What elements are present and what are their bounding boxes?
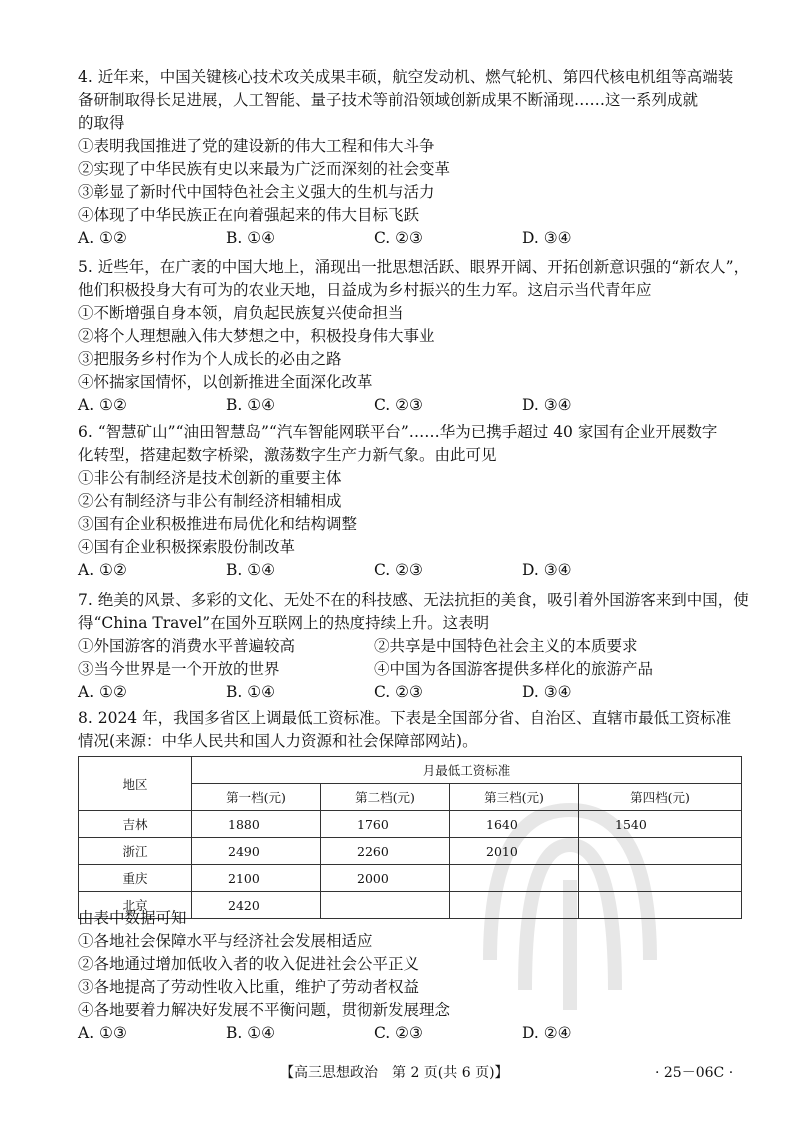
minimum-wage-table	[78, 756, 742, 919]
statement-item: ②实现了中华民族有史以来最为广泛而深刻的社会变革	[78, 160, 451, 178]
question-stem-line: 化转型，搭建起数字桥梁，激荡数字生产力新气象。由此可见	[78, 446, 497, 464]
table-row	[79, 811, 742, 838]
option-d: D. ③④	[522, 229, 572, 247]
option-a: A. ①②	[78, 229, 127, 247]
statement-item: ④国有企业积极探索股份制改革	[78, 538, 296, 556]
option-b: B. ①④	[226, 561, 276, 579]
option-c: C. ②③	[374, 683, 423, 701]
statement-item: ④体现了中华民族正在向着强起来的伟大目标飞跃	[78, 206, 420, 224]
table-header-group: 月最低工资标准	[192, 757, 742, 784]
statement-item: ①外国游客的消费水平普遍较高	[78, 637, 296, 655]
statement-row	[78, 635, 740, 658]
table-cell: 2000	[321, 865, 450, 892]
statement-item: ②将个人理想融入伟大梦想之中，积极投身伟大事业	[78, 327, 435, 345]
question-stem-line: 得“China Travel”在国外互联网上的热度持续上升。这表明	[78, 614, 490, 632]
statement-item: ③各地提高了劳动性收入比重，维护了劳动者权益	[78, 978, 420, 996]
option-c: C. ②③	[374, 396, 423, 414]
question-4	[78, 66, 740, 250]
table-cell	[579, 865, 742, 892]
table-cell: 2420	[192, 892, 321, 919]
table-cell	[579, 838, 742, 865]
question-stem-line: 4. 近年来，中国关键核心技术攻关成果丰硕，航空发动机、燃气轮机、第四代核电机组等高端装	[78, 68, 734, 86]
statement-row	[78, 658, 740, 681]
statement-item: ③国有企业积极推进布局优化和结构调整	[78, 515, 358, 533]
option-b: B. ①④	[226, 229, 276, 247]
table-cell	[450, 865, 579, 892]
option-c: C. ②③	[374, 1024, 423, 1042]
table-column-header: 第二档(元)	[321, 784, 450, 811]
question-5	[78, 256, 750, 417]
question-7	[78, 589, 749, 704]
table-cell-region: 浙江	[79, 838, 192, 865]
question-6	[78, 421, 740, 582]
answer-options	[78, 1022, 740, 1045]
option-d: D. ③④	[522, 561, 572, 579]
question-stem-line: 情况(来源：中华人民共和国人力资源和社会保障部网站)。	[78, 732, 478, 750]
option-a: A. ①②	[78, 561, 127, 579]
statement-item: ①各地社会保障水平与经济社会发展相适应	[78, 932, 373, 950]
table-header-region: 地区	[79, 757, 192, 811]
option-d: D. ③④	[522, 683, 572, 701]
answer-options	[78, 681, 740, 704]
question-stem-line: 5. 近些年，在广袤的中国大地上，涌现出一批思想活跃、眼界开阔、开拓创新意识强的“新农人”，	[78, 258, 750, 276]
table-cell-region: 北京	[79, 892, 192, 919]
question-stem-line: 8. 2024 年，我国多省区上调最低工资标准。下表是全国部分省、自治区、直辖市最低工资标准	[78, 709, 732, 727]
table-cell-region: 吉林	[79, 811, 192, 838]
table-row	[79, 865, 742, 892]
table-cell: 2100	[192, 865, 321, 892]
table-cell: 2010	[450, 838, 579, 865]
table-column-header: 第三档(元)	[450, 784, 579, 811]
option-b: B. ①④	[226, 683, 276, 701]
table-cell: 1880	[192, 811, 321, 838]
table-cell: 1540	[579, 811, 742, 838]
statement-item: ③彰显了新时代中国特色社会主义强大的生机与活力	[78, 183, 435, 201]
statement-item: ②公有制经济与非公有制经济相辅相成	[78, 492, 342, 510]
option-d: D. ③④	[522, 396, 572, 414]
table-cell: 1760	[321, 811, 450, 838]
option-c: C. ②③	[374, 229, 423, 247]
footer-code: · 25－06C ·	[655, 1065, 734, 1081]
statement-item: ④中国为各国游客提供多样化的旅游产品	[374, 660, 654, 678]
statement-item: ①表明我国推进了党的建设新的伟大工程和伟大斗争	[78, 137, 435, 155]
table-column-header: 第一档(元)	[192, 784, 321, 811]
statement-item: ①不断增强自身本领，肩负起民族复兴使命担当	[78, 304, 404, 322]
question-stem-line: 他们积极投身大有可为的农业天地，日益成为乡村振兴的生力军。这启示当代青年应	[78, 281, 652, 299]
question-stem-line: 6. “智慧矿山”“油田智慧岛”“汽车智能网联平台”……华为已携手超过 40 家国有企业开展数字	[78, 423, 718, 441]
statement-item: ④怀揣家国情怀，以创新推进全面深化改革	[78, 373, 373, 391]
statement-item: ③当今世界是一个开放的世界	[78, 660, 280, 678]
statement-item: ②各地通过增加低收入者的收入促进社会公平正义	[78, 955, 420, 973]
statement-item: ④各地要着力解决好发展不平衡问题，贯彻新发展理念	[78, 1001, 451, 1019]
table-cell: 2490	[192, 838, 321, 865]
question-lead: 由表中数据可知	[78, 909, 187, 927]
footer-page-info: 【高三思想政治 第 2 页(共 6 页)】	[280, 1065, 509, 1081]
table-cell: 1640	[450, 811, 579, 838]
answer-options	[78, 227, 740, 250]
statement-item: ①非公有制经济是技术创新的重要主体	[78, 469, 342, 487]
statement-item: ②共享是中国特色社会主义的本质要求	[374, 637, 638, 655]
table-cell: 2260	[321, 838, 450, 865]
option-a: A. ①②	[78, 396, 127, 414]
answer-options	[78, 559, 740, 582]
option-c: C. ②③	[374, 561, 423, 579]
option-a: A. ①②	[78, 683, 127, 701]
question-stem-line: 备研制取得长足进展，人工智能、量子技术等前沿领域创新成果不断涌现……这一系列成就	[78, 91, 699, 109]
table-column-header: 第四档(元)	[579, 784, 742, 811]
option-b: B. ①④	[226, 1024, 276, 1042]
table-cell-region: 重庆	[79, 865, 192, 892]
statement-item: ③把服务乡村作为个人成长的必由之路	[78, 350, 342, 368]
option-b: B. ①④	[226, 396, 276, 414]
question-8	[78, 707, 740, 753]
option-d: D. ②④	[522, 1024, 572, 1042]
question-8-continuation	[78, 907, 740, 1045]
table-row	[79, 838, 742, 865]
option-a: A. ①③	[78, 1024, 127, 1042]
question-stem-line: 7. 绝美的风景、多彩的文化、无处不在的科技感、无法抗拒的美食，吸引着外国游客来到中国，使	[78, 591, 749, 609]
answer-options	[78, 394, 740, 417]
question-stem-line: 的取得	[78, 114, 125, 132]
